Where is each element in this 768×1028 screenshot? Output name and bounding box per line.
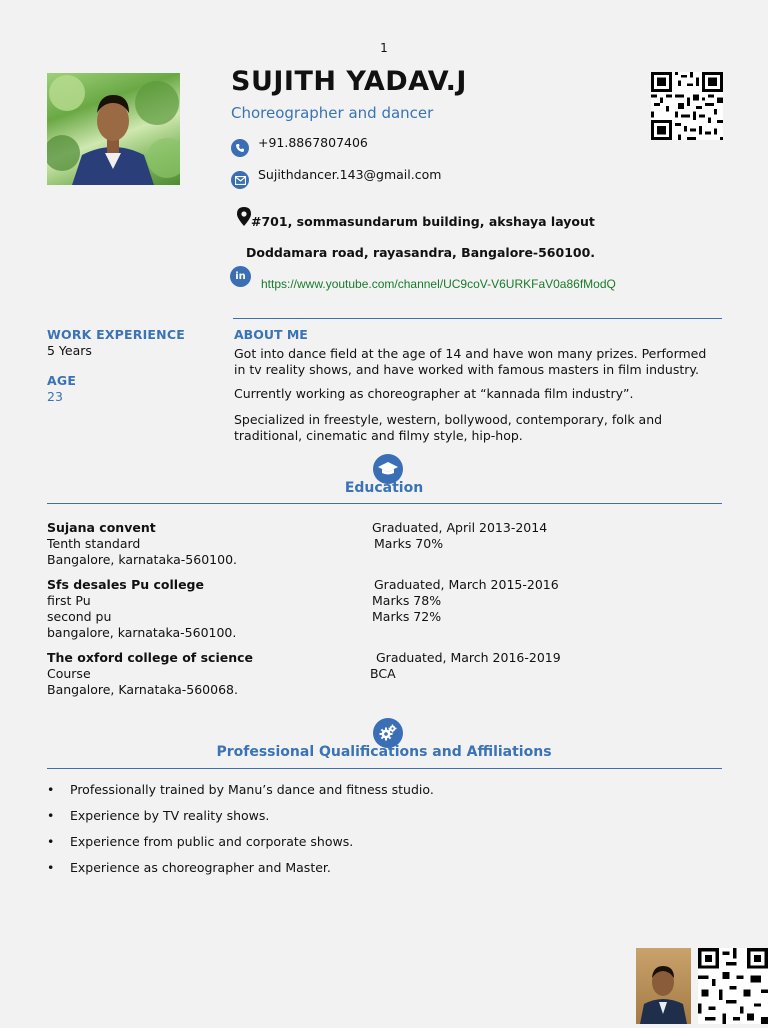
education-title: Education (344, 480, 424, 496)
address-line-2: Doddamara road, rayasandra, Bangalore-560100. (246, 245, 596, 260)
envelope-icon (231, 171, 249, 189)
education-detail: Bangalore, Karnataka-560068. (47, 682, 238, 697)
phone-number: +91.8867807406 (258, 134, 368, 150)
job-title: Choreographer and dancer (231, 104, 434, 122)
profile-photo (47, 73, 180, 185)
qualifications-divider (47, 768, 722, 769)
candidate-name: SUJITH YADAV.J (231, 66, 467, 97)
about-paragraph: Specialized in freestyle, western, bollywood, contemporary, folk and traditional, cinematic and filmy style, hip-hop. (234, 412, 663, 443)
youtube-link[interactable]: https://www.youtube.com/channel/UC9coV-V6URKFaV0a86fModQ (261, 277, 616, 291)
work-experience-value: 5 Years (47, 343, 92, 358)
list-item: • Experience from public and corporate shows. (47, 834, 354, 849)
education-detail: Tenth standard (47, 536, 141, 551)
email-row (231, 165, 441, 189)
phone-row (231, 133, 368, 157)
age-value: 23 (47, 389, 63, 404)
graduation-date: Graduated, March 2016-2019 (376, 650, 561, 665)
age-label: AGE (47, 373, 77, 388)
education-entry (47, 650, 253, 698)
page-number: 1 (380, 41, 388, 55)
address-line-1: #701, sommasundarum building, akshaya layout (251, 214, 595, 229)
education-entry (47, 577, 236, 641)
phone-icon (231, 139, 249, 157)
about-paragraph: Got into dance field at the age of 14 and have won many prizes. Performed in tv reality shows, and have worked with famous masters in film industry. (234, 346, 707, 377)
marks: Marks 70% (374, 536, 444, 551)
about-paragraph: Currently working as choreographer at “kannada film industry”. (234, 386, 634, 401)
list-item: • Experience by TV reality shows. (47, 808, 270, 823)
education-detail: second pu (47, 609, 112, 624)
education-detail: Course (47, 666, 91, 681)
location-pin-icon (237, 207, 251, 230)
course-name: BCA (370, 666, 396, 681)
list-item: • Professionally trained by Manu’s dance and fitness studio. (47, 782, 434, 797)
qualifications-title: Professional Qualifications and Affiliations (216, 744, 552, 760)
marks: Marks 72% (372, 609, 442, 624)
work-experience-label: WORK EXPERIENCE (47, 327, 185, 342)
education-entry (47, 520, 237, 568)
graduation-date: Graduated, April 2013-2014 (372, 520, 548, 535)
graduation-date: Graduated, March 2015-2016 (374, 577, 559, 592)
qr-code (698, 948, 768, 1024)
education-divider (47, 503, 722, 504)
education-detail: Bangalore, karnataka-560100. (47, 552, 237, 567)
qualifications-list (47, 782, 687, 886)
qr-code (651, 72, 723, 140)
email-address[interactable]: Sujithdancer.143@gmail.com (258, 166, 442, 182)
footer-photo (636, 948, 691, 1024)
header-divider (233, 318, 722, 319)
linkedin-icon[interactable]: in (230, 266, 251, 287)
list-item: • Experience as choreographer and Master. (47, 860, 331, 875)
school-name: Sujana convent (47, 520, 156, 535)
marks: Marks 78% (372, 593, 442, 608)
education-detail: first Pu (47, 593, 91, 608)
school-name: The oxford college of science (47, 650, 253, 665)
school-name: Sfs desales Pu college (47, 577, 204, 592)
about-title: ABOUT ME (234, 327, 308, 342)
education-detail: bangalore, karnataka-560100. (47, 625, 237, 640)
